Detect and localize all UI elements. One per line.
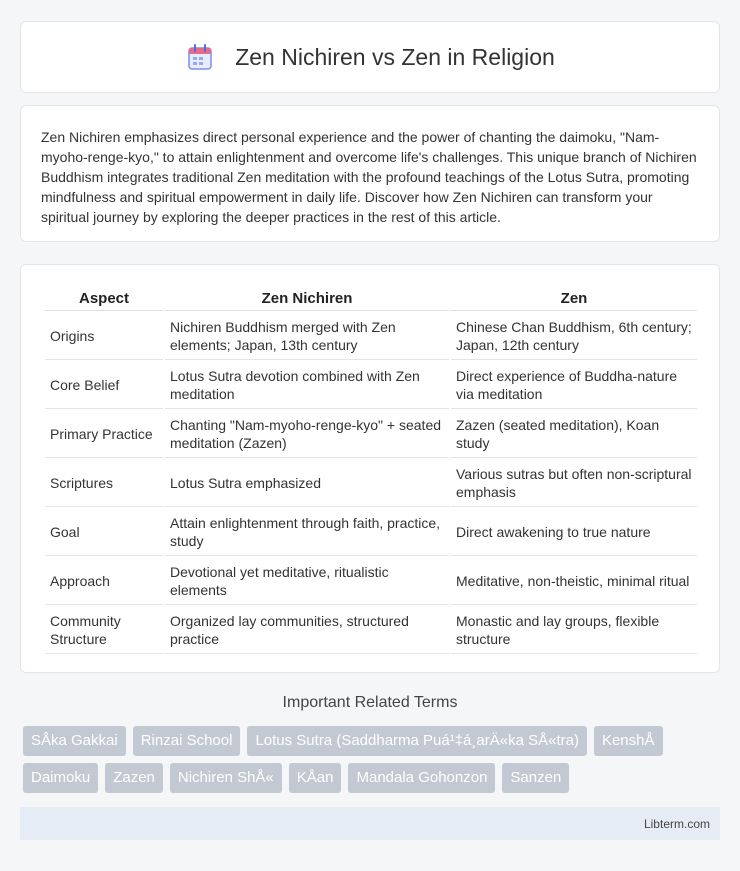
related-terms-list: [23, 726, 723, 800]
header-zen-nichiren: Zen Nichiren: [165, 287, 449, 311]
cell-zen: Zazen (seated meditation), Koan study: [451, 411, 697, 458]
cell-aspect: Goal: [45, 509, 163, 556]
term-tag[interactable]: Sanzen: [502, 763, 569, 793]
cell-aspect: Core Belief: [45, 362, 163, 409]
term-tag[interactable]: SÅka Gakkai: [23, 726, 126, 756]
comparison-table-card: [20, 264, 720, 673]
table-row: [45, 509, 697, 556]
header-zen: Zen: [451, 287, 697, 311]
cell-zen-nichiren: Nichiren Buddhism merged with Zen elements; Japan, 13th century: [165, 313, 449, 360]
cell-zen-nichiren: Lotus Sutra emphasized: [165, 460, 449, 507]
table-row: [45, 362, 697, 409]
cell-zen-nichiren: Lotus Sutra devotion combined with Zen meditation: [165, 362, 449, 409]
cell-aspect: Origins: [45, 313, 163, 360]
title-wrap: [185, 42, 555, 72]
header-aspect: Aspect: [45, 287, 163, 311]
intro-text: Zen Nichiren emphasizes direct personal experience and the power of chanting the daimoku, "Nam-myoho-renge-kyo," to attain enlightenment and overcome life's challenges. This unique branch of Nichiren Buddhism integrates traditional Zen meditation with the profound teachings of the Lotus Sutra, promoting mindfulness and spiritual empowerment in daily life. Discover how Zen Nichiren can transform your spiritual journey by exploring the deeper practices in the rest of this article.: [41, 129, 697, 225]
term-tag[interactable]: Zazen: [105, 763, 163, 793]
term-tag[interactable]: Daimoku: [23, 763, 98, 793]
table-header-row: [45, 287, 697, 311]
cell-zen: Direct awakening to true nature: [451, 509, 697, 556]
term-tag[interactable]: KÅan: [289, 763, 342, 793]
term-tag[interactable]: Nichiren ShÅ«: [170, 763, 282, 793]
cell-zen: Meditative, non-theistic, minimal ritual: [451, 558, 697, 605]
related-terms-title: Important Related Terms: [282, 694, 458, 711]
header-card: [20, 21, 720, 93]
cell-zen-nichiren: Chanting "Nam-myoho-renge-kyo" + seated meditation (Zazen): [165, 411, 449, 458]
term-tag[interactable]: KenshÅ: [594, 726, 663, 756]
footer-link[interactable]: Libterm.com: [643, 816, 710, 831]
table-row: [45, 411, 697, 458]
table-row: [45, 460, 697, 507]
cell-zen: Direct experience of Buddha-nature via meditation: [451, 362, 697, 409]
table-row: [45, 558, 697, 605]
cell-zen-nichiren: Organized lay communities, structured practice: [165, 607, 449, 654]
cell-aspect: Primary Practice: [45, 411, 163, 458]
footer: [20, 807, 720, 840]
term-tag[interactable]: Mandala Gohonzon: [348, 763, 495, 793]
cell-zen-nichiren: Devotional yet meditative, ritualistic elements: [165, 558, 449, 605]
calendar-icon: [185, 42, 215, 72]
table-row: [45, 607, 697, 654]
cell-zen-nichiren: Attain enlightenment through faith, practice, study: [165, 509, 449, 556]
cell-aspect: Community Structure: [45, 607, 163, 654]
cell-zen: Various sutras but often non-scriptural emphasis: [451, 460, 697, 507]
cell-zen: Chinese Chan Buddhism, 6th century; Japan, 12th century: [451, 313, 697, 360]
table-row: [45, 313, 697, 360]
comparison-table: [43, 285, 699, 656]
intro-card: [20, 105, 720, 242]
term-tag[interactable]: Lotus Sutra (Saddharma Puá¹‡á¸arÄ«ka SÅ«tra): [247, 726, 587, 756]
cell-aspect: Approach: [45, 558, 163, 605]
cell-aspect: Scriptures: [45, 460, 163, 507]
cell-zen: Monastic and lay groups, flexible structure: [451, 607, 697, 654]
term-tag[interactable]: Rinzai School: [133, 726, 241, 756]
page-title: Zen Nichiren vs Zen in Religion: [235, 43, 555, 70]
